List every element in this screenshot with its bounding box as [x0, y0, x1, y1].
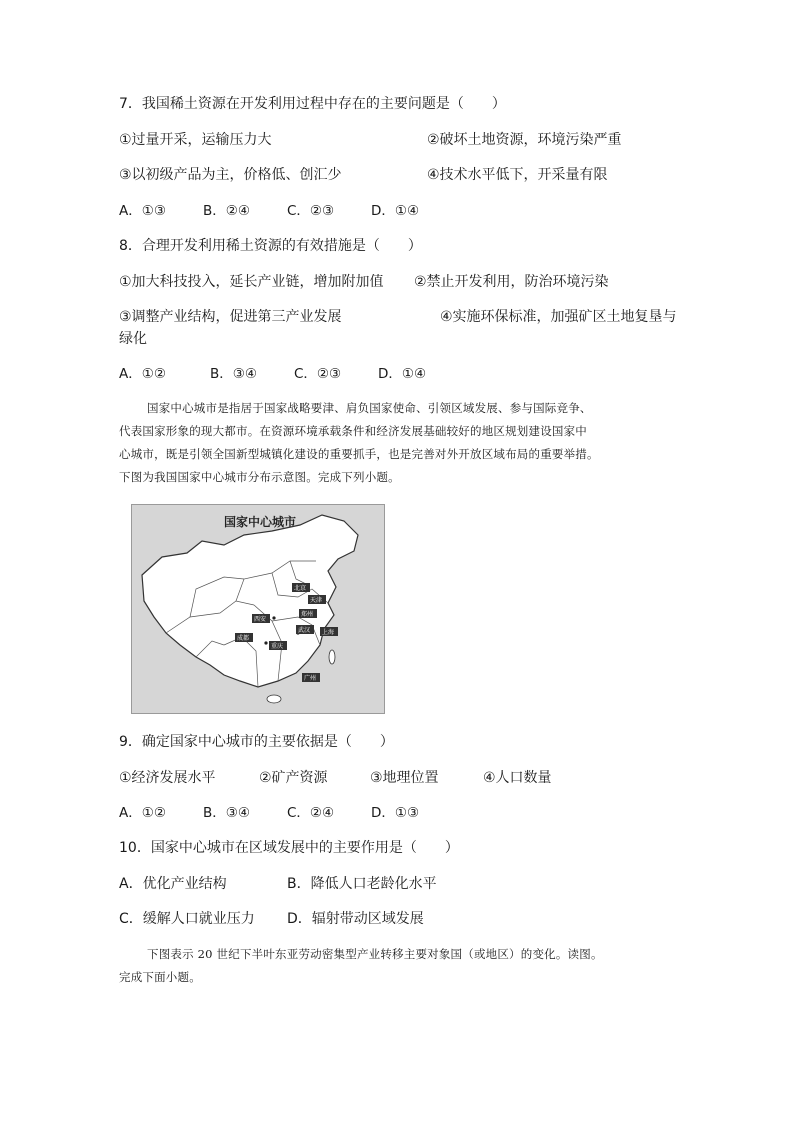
city-zhengzhou: [299, 609, 317, 618]
passage-2-line-1: 下图表示 20 世纪下半叶东亚劳动密集型产业转移主要对象国（或地区）的变化。读图。: [147, 947, 603, 961]
q10-choice-d: D．辐射带动区域发展: [287, 911, 424, 927]
q7-option-3: ③以初级产品为主，价格低、创汇少: [119, 167, 342, 183]
city-chengdu: [235, 633, 253, 642]
svg-text:西安: 西安: [254, 616, 267, 623]
passage-1-line-2: 代表国家形象的现大都市。在资源环境承载条件和经济发展基础较好的地区规划建设国家中: [119, 424, 587, 438]
city-tianjin: [308, 595, 326, 604]
city-guangzhou: [302, 673, 320, 682]
q10-choice-c: C．缓解人口就业压力: [119, 911, 255, 927]
q9-choice-d: D．①③: [371, 805, 420, 821]
q7-stem: 7．我国稀土资源在开发利用过程中存在的主要问题是（ ）: [119, 96, 506, 112]
china-map-outline: [132, 505, 384, 713]
q7-choice-c: C．②③: [287, 203, 335, 219]
q7-option-1: ①过量开采，运输压力大: [119, 132, 272, 148]
q8-choice-d: D．①④: [378, 366, 427, 382]
q7-choice-d: D．①④: [371, 203, 420, 219]
q10-choice-b: B．降低人口老龄化水平: [287, 876, 437, 892]
q9-stem: 9．确定国家中心城市的主要依据是（ ）: [119, 734, 394, 750]
q8-choice-a: A．①②: [119, 366, 166, 382]
q8-option-4-continued: 绿化: [119, 331, 147, 347]
svg-text:武汉: 武汉: [298, 627, 311, 634]
svg-text:北京: 北京: [294, 585, 307, 592]
passage-1-line-1: 国家中心城市是指居于国家战略要津、肩负国家使命、引领区域发展、参与国际竞争、: [147, 401, 592, 415]
svg-text:上海: 上海: [322, 629, 335, 636]
q7-choice-b: B．②④: [203, 203, 250, 219]
q7-choice-a: A．①③: [119, 203, 166, 219]
q9-choice-a: A．①②: [119, 805, 166, 821]
q10-stem: 10．国家中心城市在区域发展中的主要作用是（ ）: [119, 840, 459, 856]
svg-text:广州: 广州: [304, 675, 317, 682]
q8-choice-b: B．③④: [210, 366, 257, 382]
passage-1-line-4: 下图为我国国家中心城市分布示意图。完成下列小题。: [119, 470, 400, 484]
q8-option-3: ③调整产业结构，促进第三产业发展: [119, 309, 342, 325]
svg-text:成都: 成都: [237, 635, 250, 642]
q8-option-2: ②禁止开发利用，防治环境污染: [414, 274, 609, 290]
q9-option-3: ③地理位置: [370, 770, 439, 786]
q10-choice-a: A．优化产业结构: [119, 876, 227, 892]
q8-option-1: ①加大科技投入，延长产业链，增加附加值: [119, 274, 384, 290]
svg-text:天津: 天津: [310, 597, 323, 604]
q9-choice-b: B．③④: [203, 805, 250, 821]
q7-option-4: ④技术水平低下，开采量有限: [427, 167, 608, 183]
q9-option-2: ②矿产资源: [259, 770, 328, 786]
q8-option-4: ④实施环保标准，加强矿区土地复垦与: [440, 309, 677, 325]
q9-choice-c: C．②④: [287, 805, 335, 821]
svg-text:郑州: 郑州: [301, 611, 314, 618]
passage-2-line-2: 完成下面小题。: [119, 970, 201, 984]
passage-1-line-3: 心城市，既是引领全国新型城镇化建设的重要抓手，也是完善对外开放区域布局的重要举措。: [119, 447, 599, 461]
q9-option-1: ①经济发展水平: [119, 770, 216, 786]
svg-text:重庆: 重庆: [271, 643, 284, 650]
city-wuhan: [296, 625, 314, 635]
q9-option-4: ④人口数量: [483, 770, 552, 786]
q8-stem: 8．合理开发利用稀土资源的有效措施是（ ）: [119, 238, 422, 254]
city-shanghai: [320, 627, 338, 636]
q8-choice-c: C．②③: [294, 366, 342, 382]
q7-option-2: ②破坏土地资源，环境污染严重: [427, 132, 622, 148]
city-beijing: [292, 583, 310, 592]
national-central-cities-map: [131, 504, 385, 714]
map-title: 国家中心城市: [224, 515, 297, 529]
